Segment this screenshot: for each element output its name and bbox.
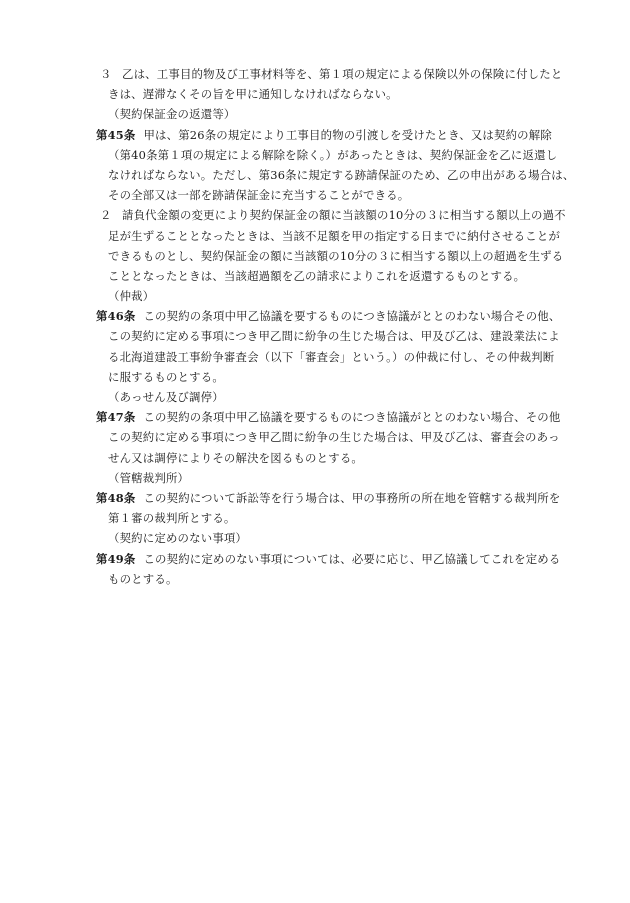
article-continuation: その全部又は一部を跡請保証金に充当することができる。 bbox=[108, 188, 410, 203]
article-text: 甲は、第26条の規定により工事目的物の引渡しを受けたとき、又は契約の解除 bbox=[143, 127, 552, 142]
article-text: この契約に定めのない事項については、必要に応じ、甲乙協議してこれを定める bbox=[143, 551, 561, 566]
section-heading: （管轄裁判所） bbox=[108, 470, 190, 485]
contract-text bbox=[96, 64, 574, 589]
article-number: 第47条 bbox=[96, 410, 136, 425]
paragraph-text: 請負代金額の変更により契約保証金の額に当該額の10分の３に相当する額以上の過不 bbox=[122, 208, 566, 223]
article-continuation: に服するものとする。 bbox=[108, 369, 224, 384]
article-continuation: この契約に定める事項につき甲乙間に紛争の生じた場合は、甲及び乙は、審査会のあっ bbox=[108, 430, 560, 445]
article-continuation: ものとする。 bbox=[108, 571, 178, 586]
section-heading: （あっせん及び調停） bbox=[108, 390, 224, 404]
paragraph-continuation: できるものとし、契約保証金の額に当該額の10分の３に相当する額以上の超過を生ずる bbox=[108, 248, 564, 263]
section-heading: （契約に定めのない事項） bbox=[108, 531, 248, 546]
article-number: 第46条 bbox=[96, 309, 136, 324]
paragraph-3-first-line bbox=[96, 64, 574, 84]
article-46-first-line bbox=[96, 306, 574, 326]
article-number: 第48条 bbox=[96, 490, 136, 505]
article-number: 第45条 bbox=[96, 127, 136, 142]
article-continuation: （第40条第１項の規定による解除を除く。）があったときは、契約保証金を乙に返還し bbox=[108, 147, 558, 162]
paragraph-continuation: きは、遅滞なくその旨を甲に通知しなければならない。 bbox=[108, 87, 398, 102]
article-continuation: この契約に定める事項につき甲乙間に紛争の生じた場合は、甲及び乙は、建設業法によ bbox=[108, 329, 560, 344]
paragraph-2-first-line bbox=[96, 205, 574, 225]
article-text: この契約の条項中甲乙協議を要するものにつき協議がととのわない場合、その他 bbox=[143, 410, 561, 425]
article-text: この契約について訴訟等を行う場合は、甲の事務所の所在地を管轄する裁判所を bbox=[143, 490, 561, 505]
article-number: 第49条 bbox=[96, 551, 136, 566]
article-47-first-line bbox=[96, 407, 574, 427]
article-continuation: 第１審の裁判所とする。 bbox=[108, 511, 236, 526]
article-text: この契約の条項中甲乙協議を要するものにつき協議がととのわない場合その他、 bbox=[143, 309, 561, 324]
paragraph-continuation: こととなったときは、当該超過額を乙の請求によりこれを返還するものとする。 bbox=[108, 268, 526, 283]
paragraph-continuation: 足が生ずることとなったときは、当該不足額を甲の指定する日までに納付させることが bbox=[108, 228, 561, 243]
paragraph-text: 乙は、工事目的物及び工事材料等を、第１項の規定による保険以外の保険に付したと bbox=[122, 67, 563, 81]
section-heading: （仲裁） bbox=[108, 289, 155, 304]
section-heading: （契約保証金の返還等） bbox=[108, 107, 236, 122]
paragraph-number: ３ bbox=[100, 67, 112, 81]
article-continuation: せん又は調停によりその解決を図るものとする。 bbox=[108, 450, 363, 465]
article-continuation: なければならない。ただし、第36条に規定する跡請保証のため、乙の申出がある場合は、 bbox=[108, 167, 575, 182]
article-48-first-line bbox=[96, 488, 574, 508]
article-49-first-line bbox=[96, 549, 574, 569]
paragraph-number: ２ bbox=[100, 208, 112, 223]
article-continuation: る北海道建設工事紛争審査会（以下「審査会」という。）の仲裁に付し、その仲裁判断 bbox=[108, 349, 555, 364]
article-45-first-line bbox=[96, 125, 574, 145]
